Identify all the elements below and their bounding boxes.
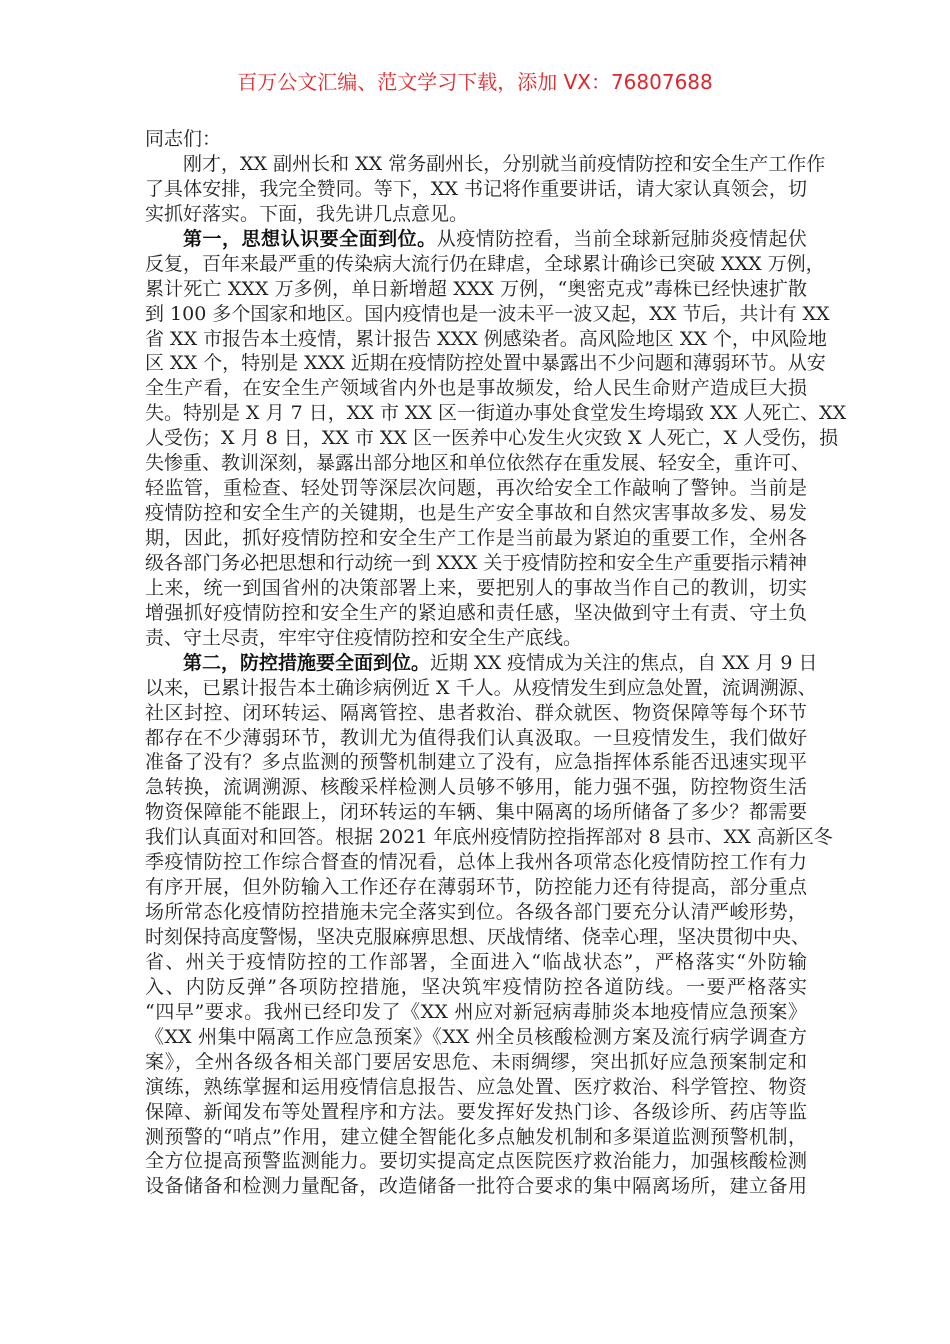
text-line (145, 1174, 807, 1199)
line-text: 省、州关于疫情防控的工作部署，全面进入“临战状态”，严格落实“外防输 (145, 950, 807, 973)
line-text: 轻监管，重检查、轻处罚等深层次问题，再次给安全工作敲响了警钟。当前是 (145, 477, 807, 500)
text-line (145, 476, 807, 501)
line-text: 反复，百年来最严重的传染病大流行仍在肆虐，全球累计确诊已突破 XXX 万例， (145, 252, 825, 275)
line-text: 责、守土尽责，牢牢守住疫情防控和安全生产底线。 (145, 626, 583, 649)
text-line (145, 526, 807, 551)
line-text: 测预警的“哨点”作用，建立健全智能化多点触发机制和多渠道监测预警机制， (145, 1125, 807, 1148)
line-text: 有序开展，但外防输入工作还存在薄弱环节，防控能力还有待提高，部分重点 (145, 876, 807, 899)
text-line (145, 825, 833, 850)
text-line (145, 1149, 807, 1174)
line-text: 《XX 州集中隔离工作应急预案》《XX 州全员核酸检测方案及流行病学调查方 (145, 1025, 807, 1048)
text-line (145, 601, 807, 626)
line-text: 疫情防控和安全生产的关键期，也是生产安全事故和自然灾害事故多发、易发 (145, 502, 807, 525)
paragraph-2 (145, 227, 847, 651)
line-text: 区 XX 个，特别是 XXX 近期在疫情防控处置中暴露出不少问题和薄弱环节。从安 (145, 352, 826, 375)
text-line (145, 152, 826, 177)
line-text: 场所常态化疫情防控措施未完全落实到位。各级各部门要充分认清严峻形势， (145, 901, 807, 924)
text-line (145, 1100, 807, 1125)
line-text: 准备了没有？多点监测的预警机制建立了没有，应急指挥体系能否迅速实现平 (145, 751, 807, 774)
text-line (145, 1125, 807, 1150)
text-line (145, 302, 830, 327)
text-line (145, 651, 818, 676)
line-text: 都存在不少薄弱环节，教训尤为值得我们认真汲取。一旦疫情发生，我们做好 (145, 726, 807, 749)
line-text: 我们认真面对和回答。根据 2021 年底州疫情防控指挥部对 8 县市、XX 高新区冬 (145, 826, 833, 849)
text-line (145, 1075, 807, 1100)
line-text: 级各部门务必把思想和行动统一到 XXX 关于疫情防控和安全生产重要指示精神 (145, 551, 807, 574)
section-heading: 第二，防控措施要全面到位。 (183, 651, 431, 674)
text-line (145, 227, 807, 252)
document-body (145, 127, 847, 1199)
text-line (145, 451, 811, 476)
text-line (145, 277, 807, 302)
line-text: 人受伤；X 月 8 日，XX 市 XX 区一医养中心发生火灾致 X 人死亡，X 人受伤，损 (145, 427, 839, 450)
line-text: 保障、新闻发布等处置程序和方法。要发挥好发热门诊、各级诊所、药店等监 (145, 1100, 807, 1123)
line-text: 入、内防反弹”各项防控措施，坚决筑牢疫情防控各道防线。一要严格落实 (145, 975, 807, 998)
text-line (145, 177, 807, 202)
section-heading: 第一，思想认识要全面到位。 (183, 227, 437, 250)
line-text: 失。特别是 X 月 7 日，XX 市 XX 区一街道办事处食堂发生垮塌致 XX 人死亡、XX (145, 402, 847, 425)
text-line (145, 376, 807, 401)
text-line (145, 701, 807, 726)
text-line (145, 401, 847, 426)
line-text: 累计死亡 XXX 万多例，单日新增超 XXX 万例，“奥密克戎”毒株已经快速扩散 (145, 277, 807, 300)
line-text: 社区封控、闭环转运、隔离管控、患者救治、群众就医、物资保障等每个环节 (145, 701, 807, 724)
line-text: 急转换，流调溯源、核酸采样检测人员够不够用，能力强不强，防控物资生活 (145, 776, 807, 799)
text-line (145, 202, 807, 227)
line-text: 了具体安排，我完全赞同。等下，XX 书记将作重要讲话，请大家认真领会，切 (145, 177, 807, 200)
text-line (145, 950, 807, 975)
text-line (145, 426, 839, 451)
text-line (145, 1050, 807, 1075)
text-line (145, 676, 817, 701)
text-line (145, 875, 807, 900)
text-line (145, 501, 807, 526)
text-line (145, 576, 807, 601)
line-text: 设备储备和检测力量配备，改造储备一批符合要求的集中隔离场所，建立备用 (145, 1175, 807, 1198)
line-text: 案》，全州各级各相关部门要居安思危、未雨绸缪，突出抓好应急预案制定和 (145, 1050, 807, 1073)
line-text: 物资保障能不能跟上，闭环转运的车辆、集中隔离的场所储备了多少？都需要 (145, 801, 807, 824)
line-text: 增强抓好疫情防控和安全生产的紧迫感和责任感，坚决做到守土有责、守土负 (145, 601, 807, 624)
text-line (145, 900, 807, 925)
salutation: 同志们： (145, 128, 222, 150)
watermark-banner: 百万公文汇编、范文学习下载，添加 VX：76807688 (237, 70, 713, 94)
line-text: 全方位提高预警监测能力。要切实提高定点医院医疗救治能力，加强核酸检测 (145, 1150, 807, 1173)
line-text: 时刻保持高度警惕，坚决克服麻痹思想、厌战情绪、侥幸心理，坚决贯彻中央、 (145, 926, 811, 948)
line-text: 近期 XX 疫情成为关注的焦点，自 XX 月 9 日 (430, 651, 818, 674)
text-line (145, 800, 807, 825)
line-text: 从疫情防控看，当前全球新冠肺炎疫情起伏 (436, 227, 807, 250)
line-text: 失惨重、教训深刻，暴露出部分地区和单位依然存在重发展、轻安全，重许可、 (145, 452, 811, 475)
text-line (145, 252, 825, 277)
line-text: 刚才，XX 副州长和 XX 常务副州长，分别就当前疫情防控和安全生产工作作 (183, 152, 826, 175)
line-text: 季疫情防控工作综合督查的情况看，总体上我州各项常态化疫情防控工作有力 (145, 851, 807, 874)
line-text: 全生产看，在安全生产领域省内外也是事故频发，给人民生命财产造成巨大损 (145, 377, 807, 400)
line-text: 实抓好落实。下面，我先讲几点意见。 (145, 202, 469, 225)
text-line (145, 351, 826, 376)
text-line (145, 775, 807, 800)
text-line (145, 626, 807, 651)
text-line (145, 975, 807, 1000)
paragraph-1 (145, 152, 826, 227)
line-text: 演练，熟练掌握和运用疫情信息报告、应急处置、医疗救治、科学管控、物资 (145, 1075, 807, 1098)
line-text: 到 100 多个国家和地区。国内疫情也是一波未平一波又起，XX 节后，共计有 XX (145, 302, 830, 325)
text-line (145, 726, 807, 751)
text-line (145, 925, 811, 950)
line-text: 以来，已累计报告本土确诊病例近 X 千人。从疫情发生到应急处置，流调溯源、 (145, 676, 817, 699)
line-text: 期，因此，抓好疫情防控和安全生产工作是当前最为紧迫的重要工作，全州各 (145, 527, 807, 549)
text-line (145, 551, 807, 576)
line-text: “四早”要求。我州已经印发了《XX 州应对新冠病毒肺炎本地疫情应急预案》 (145, 1000, 807, 1023)
text-line (145, 750, 807, 775)
text-line (145, 850, 807, 875)
text-line (145, 1000, 807, 1025)
text-line (145, 327, 827, 352)
line-text: 上来，统一到国省州的决策部署上来，要把别人的事故当作自己的教训，切实 (145, 576, 807, 599)
line-text: 省 XX 市报告本土疫情，累计报告 XXX 例感染者。高风险地区 XX 个，中风险地 (145, 327, 827, 350)
text-line (145, 1025, 807, 1050)
paragraph-3 (145, 651, 833, 1200)
